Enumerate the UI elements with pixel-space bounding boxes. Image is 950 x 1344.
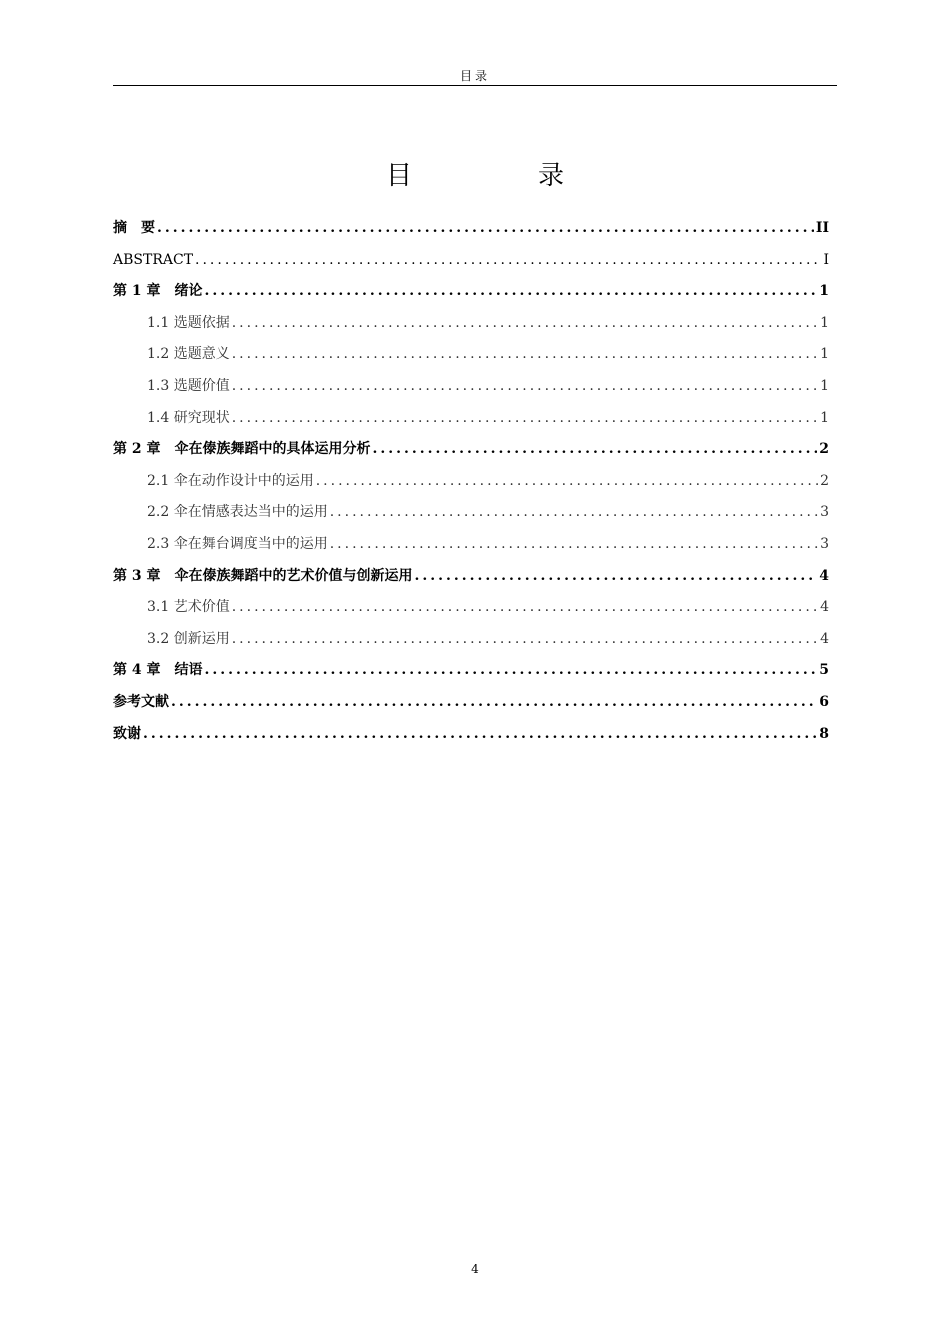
toc-entry[interactable] bbox=[113, 403, 829, 435]
toc-leader-dots bbox=[373, 434, 818, 466]
toc-leader-dots bbox=[316, 466, 818, 498]
toc-leader-dots bbox=[143, 719, 817, 751]
toc-entry-label: 参考文献 bbox=[113, 693, 169, 710]
toc-entry-page: 6 bbox=[819, 693, 829, 710]
toc-entry-label: ABSTRACT bbox=[113, 251, 194, 268]
toc-entry-page: II bbox=[815, 220, 829, 236]
toc-leader-dots bbox=[232, 592, 818, 624]
toc-entry-label: 3.2 创新运用 bbox=[147, 630, 230, 647]
toc-entry-label: 第 2 章 伞在傣族舞蹈中的具体运用分析 bbox=[113, 441, 371, 458]
toc-entry-page: 8 bbox=[819, 725, 829, 742]
toc-entry[interactable] bbox=[113, 308, 829, 340]
toc-entry-page: 1 bbox=[820, 377, 829, 394]
toc-entry-label: 1.2 选题意义 bbox=[147, 346, 230, 363]
toc-entry-label: 1.3 选题价值 bbox=[147, 377, 230, 394]
running-header: 目录 bbox=[113, 68, 837, 86]
toc-entry-label: 1.1 选题依据 bbox=[147, 314, 230, 331]
toc-entry-page: 4 bbox=[820, 630, 829, 647]
toc-entry[interactable] bbox=[113, 719, 829, 751]
toc-leader-dots bbox=[232, 308, 818, 340]
toc-entry-page: 4 bbox=[819, 567, 829, 584]
toc-title: 目 录 bbox=[385, 161, 614, 191]
toc-leader-dots bbox=[157, 213, 814, 245]
toc-entry-page: 2 bbox=[819, 441, 829, 458]
toc-entry-label: 3.1 艺术价值 bbox=[147, 599, 230, 616]
toc-entry[interactable] bbox=[113, 466, 829, 498]
toc-leader-dots bbox=[232, 403, 818, 435]
toc-entry[interactable] bbox=[113, 213, 829, 245]
toc-leader-dots bbox=[415, 561, 818, 593]
toc-entry-page: 1 bbox=[819, 283, 829, 300]
toc-entry[interactable] bbox=[113, 655, 829, 687]
page-number: 4 bbox=[471, 1262, 479, 1276]
toc-leader-dots bbox=[330, 497, 818, 529]
toc-leader-dots bbox=[330, 529, 818, 561]
toc-leader-dots bbox=[232, 371, 818, 403]
toc-entry-label: 1.4 研究现状 bbox=[147, 409, 230, 426]
toc-entry-page: 5 bbox=[819, 662, 829, 679]
toc-entry[interactable] bbox=[113, 624, 829, 656]
toc-entry-page: 4 bbox=[820, 599, 829, 616]
toc-entry-label: 第 4 章 结语 bbox=[113, 662, 203, 679]
toc-leader-dots bbox=[232, 624, 818, 656]
toc-entry[interactable] bbox=[113, 529, 829, 561]
toc-entry-page: 3 bbox=[820, 535, 829, 552]
toc-leader-dots bbox=[171, 687, 817, 719]
toc-entry-label: 第 1 章 绪论 bbox=[113, 283, 203, 300]
toc-entry-label: 第 3 章 伞在傣族舞蹈中的艺术价值与创新运用 bbox=[113, 567, 413, 584]
toc-leader-dots bbox=[195, 245, 821, 277]
toc-entry-page: I bbox=[823, 251, 829, 268]
toc-entry-page: 2 bbox=[820, 472, 829, 489]
toc-entry[interactable] bbox=[113, 561, 829, 593]
toc-entry-page: 1 bbox=[820, 409, 829, 426]
toc-leader-dots bbox=[205, 276, 818, 308]
toc-entry[interactable] bbox=[113, 371, 829, 403]
toc-leader-dots bbox=[205, 655, 818, 687]
toc-entry-page: 3 bbox=[820, 504, 829, 521]
toc-entry[interactable] bbox=[113, 687, 829, 719]
toc-entry-page: 1 bbox=[820, 346, 829, 363]
toc-entry-label: 2.2 伞在情感表达当中的运用 bbox=[147, 504, 328, 521]
toc-entry-label: 摘 要 bbox=[113, 220, 155, 236]
toc-entry[interactable] bbox=[113, 434, 829, 466]
toc-entry-label: 致谢 bbox=[113, 725, 141, 742]
toc-entry-label: 2.1 伞在动作设计中的运用 bbox=[147, 472, 314, 489]
toc-entry-page: 1 bbox=[820, 314, 829, 331]
toc-leader-dots bbox=[232, 339, 818, 371]
toc-entry[interactable] bbox=[113, 497, 829, 529]
toc-entry[interactable] bbox=[113, 245, 829, 277]
toc-entry[interactable] bbox=[113, 339, 829, 371]
table-of-contents bbox=[113, 213, 829, 750]
toc-entry[interactable] bbox=[113, 276, 829, 308]
toc-entry-label: 2.3 伞在舞台调度当中的运用 bbox=[147, 535, 328, 552]
toc-entry[interactable] bbox=[113, 592, 829, 624]
